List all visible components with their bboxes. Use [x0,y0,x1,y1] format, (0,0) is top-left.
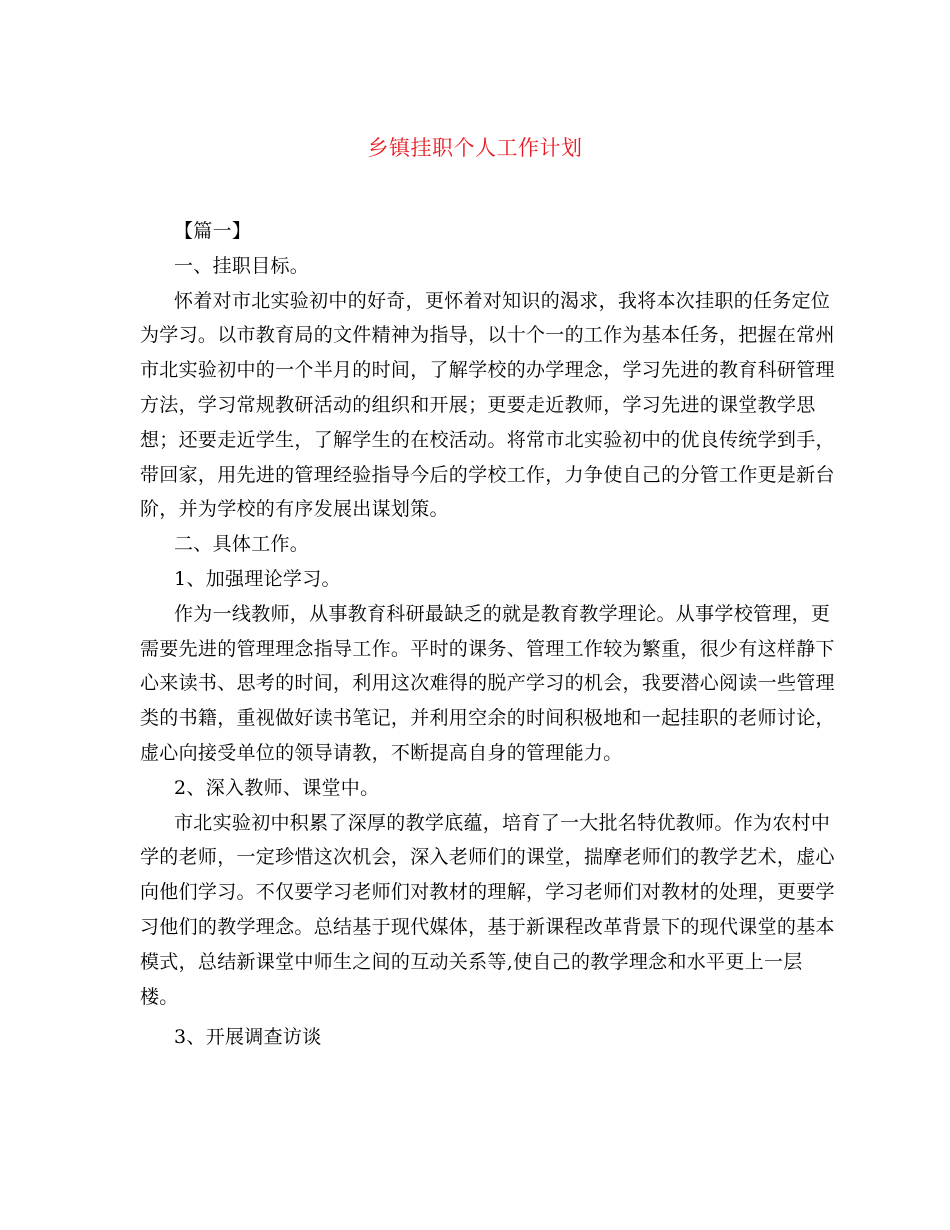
paragraph-line: 需要先进的管理理念指导工作。平时的课务、管理工作较为繁重，很少有这样静下 [140,637,835,660]
heading-goals: 一、挂职目标。 [174,254,310,277]
paragraph-line: 市北实验初中的一个半月的时间，了解学校的办学理念，学习先进的教育科研管理 [140,359,835,382]
paragraph-line: 向他们学习。不仅要学习老师们对教材的理解，学习老师们对教材的处理，更要学 [140,881,835,904]
paragraph-line: 学的老师，一定珍惜这次机会，深入老师们的课堂，揣摩老师们的教学艺术，虚心 [140,846,835,869]
paragraph-line: 怀着对市北实验初中的好奇，更怀着对知识的渴求，我将本次挂职的任务定位 [174,289,831,312]
subheading-survey: 3、开展调查访谈 [174,1026,322,1049]
paragraph-line: 楼。 [140,985,179,1008]
paragraph-line: 为学习。以市教育局的文件精神为指导，以十个一的工作为基本任务，把握在常州 [140,324,835,347]
subheading-classroom: 2、深入教师、课堂中。 [174,776,380,799]
paragraph-line: 阶，并为学校的有序发展出谋划策。 [140,498,449,521]
paragraph-line: 模式，总结新课堂中师生之间的互动关系等,使自己的教学理念和水平更上一层 [140,950,803,973]
paragraph-line: 心来读书、思考的时间，利用这次难得的脱产学习的机会，我要潜心阅读一些管理 [140,672,835,695]
paragraph-classroom [140,806,835,1015]
paragraph-line: 虚心向接受单位的领导请教，不断提高自身的管理能力。 [140,741,623,764]
document-title: 乡镇挂职个人工作计划 [367,136,583,160]
paragraph-line: 市北实验初中积累了深厚的教学底蕴，培育了一大批名特优教师。作为农村中 [174,811,831,834]
paragraph-goals [140,284,835,528]
paragraph-line: 想；还要走近学生，了解学生的在校活动。将常市北实验初中的优良传统学到手， [140,428,835,451]
document-body [140,214,835,1055]
heading-work: 二、具体工作。 [174,533,310,556]
paragraph-theory [140,597,835,771]
section-label: 【篇一】 [174,220,252,242]
paragraph-line: 习他们的教学理念。总结基于现代媒体，基于新课程改革背景下的现代课堂的基本 [140,915,835,938]
paragraph-line: 作为一线教师，从事教育科研最缺乏的就是教育教学理论。从事学校管理，更 [174,602,831,625]
subheading-theory: 1、加强理论学习。 [174,567,341,590]
paragraph-line: 带回家，用先进的管理经验指导今后的学校工作，力争使自己的分管工作更是新台 [140,463,835,486]
paragraph-line: 类的书籍，重视做好读书笔记，并利用空余的时间积极地和一起挂职的老师讨论， [140,707,835,730]
paragraph-line: 方法，学习常规教研活动的组织和开展；更要走近教师，学习先进的课堂教学思 [140,393,816,416]
